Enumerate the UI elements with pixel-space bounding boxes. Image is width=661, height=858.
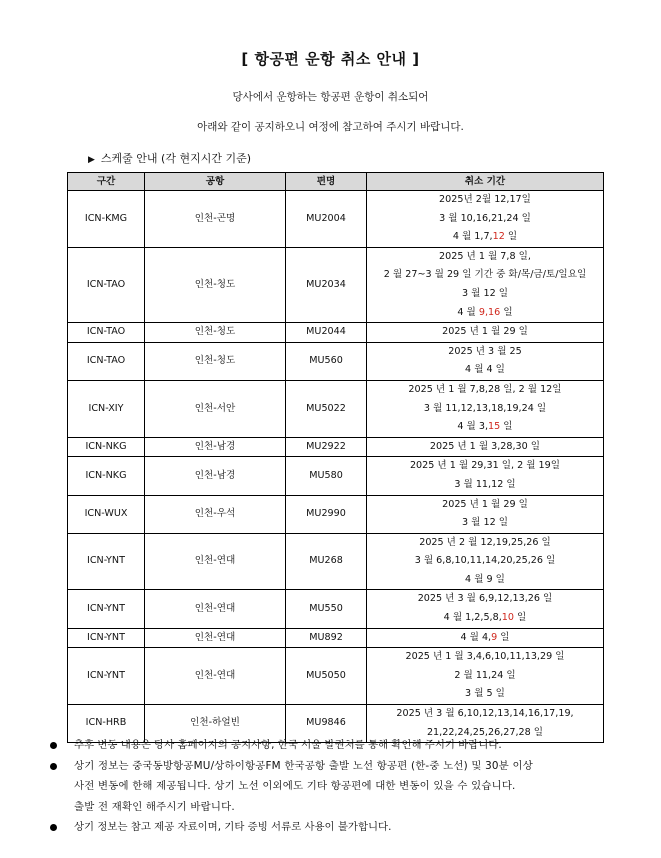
date-text: 일 (497, 631, 510, 643)
date-text: 2025 년 1 월 7,8 일, (439, 250, 531, 262)
header-cancel-period: 취소 기간 (367, 173, 604, 191)
cancel-date-line (367, 248, 603, 267)
table-row (68, 380, 604, 437)
route-cell: ICN-NKG (68, 437, 145, 457)
date-text: 3 월 6,8,10,11,14,20,25,26 일 (414, 555, 556, 567)
cancel-date-line (367, 191, 603, 210)
date-text: 2025 년 2 월 12,19,25,26 일 (419, 536, 551, 548)
cancel-date-line (367, 514, 603, 533)
airport-cell: 인천-남경 (145, 437, 286, 457)
date-text: 4 월 3, (457, 421, 489, 433)
changed-date-text: 10 (501, 612, 514, 624)
note-line (50, 756, 610, 777)
route-cell: ICN-YNT (68, 628, 145, 648)
airport-cell: 인천-남경 (145, 457, 286, 495)
table-row (68, 590, 604, 628)
route-cell: ICN-NKG (68, 457, 145, 495)
cancel-dates-cell (367, 437, 604, 457)
note-text: 출발 전 재확인 해주시기 바랍니다. (74, 800, 235, 813)
cancel-dates-cell (367, 533, 604, 590)
cancel-date-line (367, 418, 603, 437)
date-text: 4 월 1,2,5,8, (443, 612, 502, 624)
cancel-date-line (367, 496, 603, 515)
triangle-bullet-icon: ▶ (88, 155, 95, 165)
flight-cell: MU2044 (286, 323, 367, 343)
cancel-date-line (367, 590, 603, 609)
flight-cell: MU2922 (286, 437, 367, 457)
table-row (68, 323, 604, 343)
date-text: 3 월 11,12,13,18,19,24 일 (423, 402, 547, 414)
airport-cell: 인천-곤명 (145, 191, 286, 248)
date-text: 4 월 4 일 (465, 364, 505, 376)
cancel-dates-cell (367, 247, 604, 322)
table-header-row (68, 173, 604, 191)
date-text: 2025 년 1 월 29 일 (442, 326, 528, 338)
route-cell: ICN-XIY (68, 380, 145, 437)
date-text: 2025 년 1 월 3,4,6,10,11,13,29 일 (405, 651, 565, 663)
cancel-date-line (367, 552, 603, 571)
note-line (50, 776, 610, 797)
table-row (68, 342, 604, 380)
date-text: 3 월 5 일 (465, 688, 505, 700)
date-text: 2025년 2월 12,17일 (439, 194, 531, 205)
airport-cell: 인천-연대 (145, 648, 286, 705)
cancel-dates-cell (367, 648, 604, 705)
route-cell: ICN-KMG (68, 191, 145, 248)
flight-cell: MU550 (286, 590, 367, 628)
date-text: 4 월 (457, 306, 479, 318)
schedule-heading-text: 스케줄 안내 (각 현지시간 기준) (100, 152, 252, 165)
flight-cell: MU2990 (286, 495, 367, 533)
bullet-icon (50, 763, 57, 770)
table-row (68, 457, 604, 495)
cancel-dates-cell (367, 191, 604, 248)
cancel-date-line (367, 685, 603, 704)
page-title: [ 항공편 운항 취소 안내 ] (241, 50, 420, 68)
airport-cell: 인천-연대 (145, 628, 286, 648)
table-row (68, 437, 604, 457)
route-cell: ICN-YNT (68, 533, 145, 590)
bullet-icon (50, 824, 57, 831)
flight-cell: MU5050 (286, 648, 367, 705)
date-text: 일 (504, 231, 518, 243)
flight-cell: MU892 (286, 628, 367, 648)
route-cell: ICN-YNT (68, 590, 145, 628)
cancel-date-line (367, 629, 603, 648)
date-text: 2025 년 1 월 7,8,28 일, 2 월 12일 (408, 383, 562, 395)
table-row (68, 533, 604, 590)
flight-cell: MU5022 (286, 380, 367, 437)
cancel-date-line (367, 438, 603, 457)
intro-line-2: 아래와 같이 공지하오니 여정에 참고하여 주시기 바랍니다. (197, 121, 464, 133)
changed-date-text: 12 (492, 231, 505, 243)
airport-cell: 인천-청도 (145, 323, 286, 343)
route-cell: ICN-TAO (68, 247, 145, 322)
airport-cell: 인천-연대 (145, 590, 286, 628)
changed-date-text: 9,16 (478, 306, 501, 318)
intro-line-1: 당사에서 운항하는 항공편 운항이 취소되어 (232, 91, 429, 103)
cancel-date-line (367, 210, 603, 229)
date-text: 2025 년 3 월 6,9,12,13,26 일 (417, 593, 553, 605)
notes-list (50, 735, 610, 838)
cancel-date-line (367, 400, 603, 419)
date-text: 2025 년 1 월 29 일 (442, 498, 528, 510)
route-cell: ICN-TAO (68, 323, 145, 343)
changed-date-text: 9 (491, 631, 498, 643)
changed-date-text: 15 (488, 421, 501, 433)
date-text: 2025 년 1 월 3,28,30 일 (429, 440, 541, 452)
date-text: 2025 년 3 월 6,10,12,13,14,16,17,19, (396, 708, 574, 720)
cancel-date-line (367, 361, 603, 380)
bullet-icon (50, 742, 57, 749)
flight-cell: MU2004 (286, 191, 367, 248)
flight-cell: MU580 (286, 457, 367, 495)
date-text: 일 (513, 612, 527, 624)
route-cell: ICN-YNT (68, 648, 145, 705)
date-text: 4 월 4, (460, 631, 492, 643)
header-airport: 공항 (145, 173, 286, 191)
date-text: 3 월 11,12 일 (454, 478, 516, 490)
header-route: 구간 (68, 173, 145, 191)
date-text: 일 (500, 421, 513, 433)
airport-cell: 인천-청도 (145, 247, 286, 322)
date-text: 4 월 1,7, (452, 231, 493, 243)
cancel-date-line (367, 476, 603, 495)
cancel-date-line (367, 323, 603, 342)
airport-cell: 인천-청도 (145, 342, 286, 380)
date-text: 3 월 12 일 (462, 517, 508, 529)
cancel-dates-cell (367, 590, 604, 628)
schedule-heading (88, 150, 251, 166)
note-line (50, 735, 610, 756)
header-flight: 편명 (286, 173, 367, 191)
table-row (68, 495, 604, 533)
route-cell: ICN-TAO (68, 342, 145, 380)
cancel-dates-cell (367, 380, 604, 437)
date-text: 2025 년 1 월 29,31 일, 2 월 19일 (409, 460, 561, 472)
note-line (50, 797, 610, 818)
airport-cell: 인천-우석 (145, 495, 286, 533)
cancel-date-line (367, 648, 603, 667)
airport-cell: 인천-서안 (145, 380, 286, 437)
cancel-date-line (367, 381, 603, 400)
date-text: 2025 년 3 월 25 (448, 345, 522, 357)
cancel-dates-cell (367, 628, 604, 648)
cancel-date-line (367, 343, 603, 362)
cancel-date-line (367, 266, 603, 285)
cancel-date-line (367, 571, 603, 590)
flight-cell: MU268 (286, 533, 367, 590)
note-line (50, 817, 610, 838)
cancel-date-line (367, 285, 603, 304)
cancel-date-line (367, 304, 603, 323)
table-row (68, 648, 604, 705)
cancel-dates-cell (367, 323, 604, 343)
date-text: 3 월 12 일 (462, 287, 508, 299)
cancel-date-line (367, 667, 603, 686)
airport-cell: 인천-하얼빈 (145, 705, 286, 743)
cancellation-table (67, 172, 604, 743)
date-text: 2 월 11,24 일 (454, 669, 516, 681)
cancel-date-line (367, 534, 603, 553)
table-row (68, 628, 604, 648)
route-cell: ICN-HRB (68, 705, 145, 743)
date-text: 2 월 27~3 월 29 일 기간 중 화/목/금/토/일요일 (383, 269, 587, 281)
cancel-date-line (367, 705, 603, 724)
table-row (68, 247, 604, 322)
cancel-date-line (367, 228, 603, 247)
cancel-dates-cell (367, 342, 604, 380)
note-text: 추후 변동 내용은 당사 홈페이지의 공지사항, 한국 서울 발권처를 통해 확인해 주시기 바랍니다. (74, 739, 502, 751)
date-text: 일 (500, 306, 513, 318)
cancel-dates-cell (367, 495, 604, 533)
flight-cell: MU560 (286, 342, 367, 380)
date-text: 21,22,24,25,26,27,28 일 (426, 726, 544, 738)
note-text: 상기 정보는 중국동방항공MU/상하이항공FM 한국공항 출발 노선 항공편 (한-중 노선) 및 30분 이상 (74, 759, 533, 772)
cancel-date-line (367, 457, 603, 476)
date-text: 4 월 9 일 (465, 573, 505, 585)
note-text: 사전 변동에 한해 제공됩니다. 상기 노선 이외에도 기타 항공편에 대한 변동이 있을 수 있습니다. (74, 780, 516, 792)
airport-cell: 인천-연대 (145, 533, 286, 590)
note-text: 상기 정보는 참고 제공 자료이며, 기타 증빙 서류로 사용이 불가합니다. (74, 821, 392, 833)
cancel-dates-cell (367, 457, 604, 495)
table-row (68, 191, 604, 248)
flight-cell: MU9846 (286, 705, 367, 743)
route-cell: ICN-WUX (68, 495, 145, 533)
cancel-date-line (367, 609, 603, 628)
flight-cell: MU2034 (286, 247, 367, 322)
date-text: 3 월 10,16,21,24 일 (439, 212, 531, 224)
